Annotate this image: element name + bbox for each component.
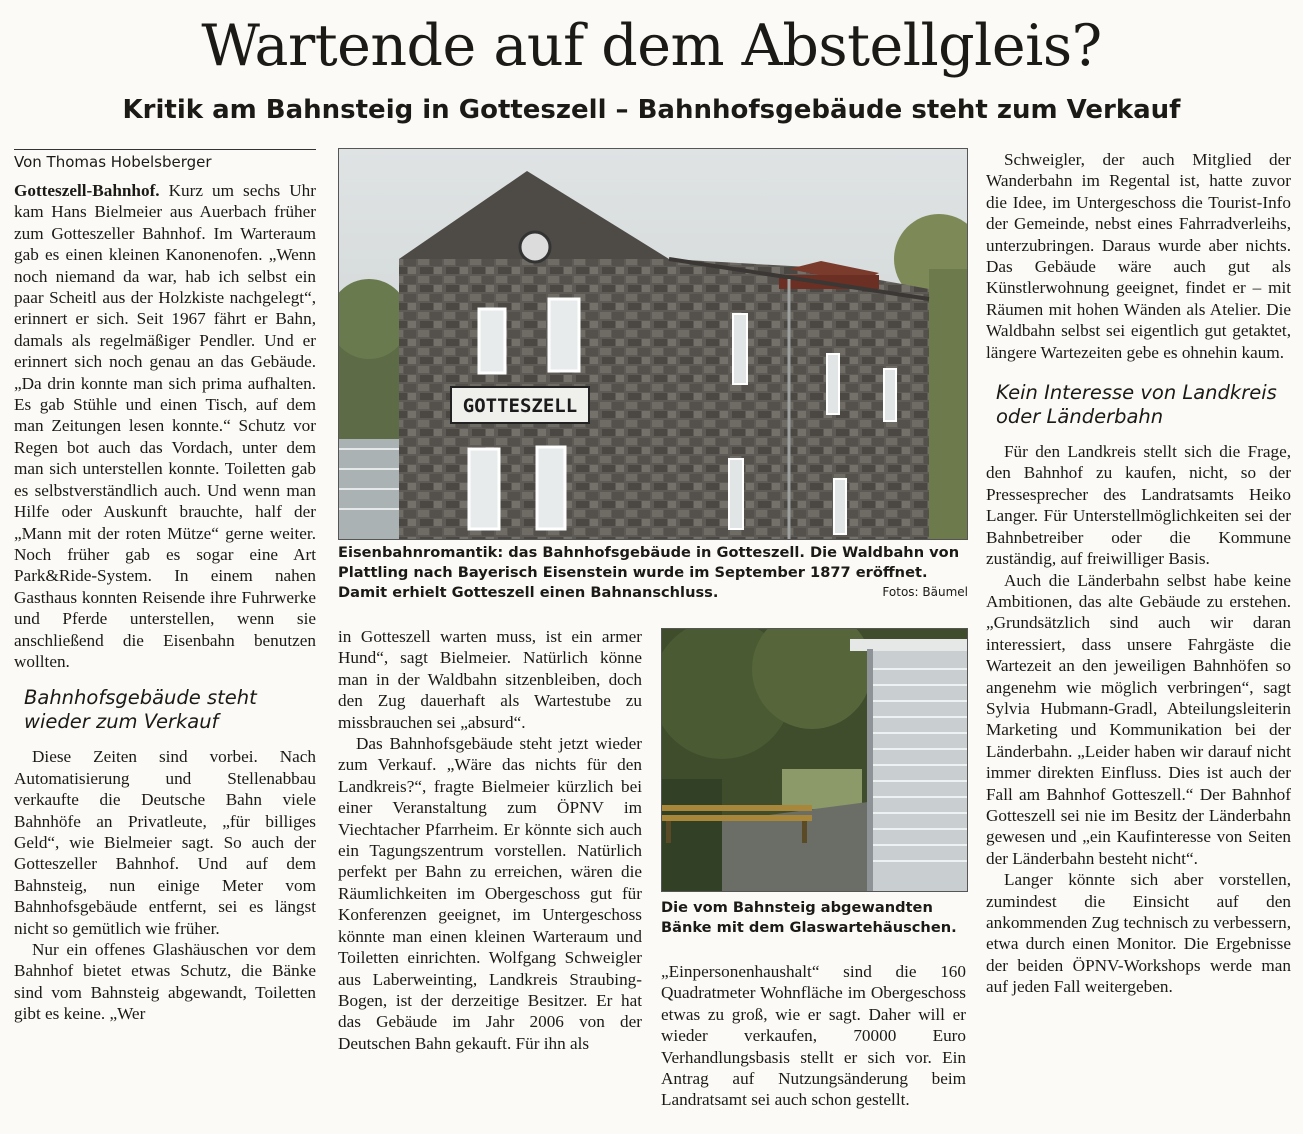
photo-credit: Fotos: Bäumel [882,585,968,599]
photo1-caption-block [338,543,968,599]
column-3 [661,961,966,1111]
paragraph: Für den Landkreis stellt sich die Frage, den Bahnhof zu kaufen, nicht, so der Pressesprecher des Landratsamts Heiko Langer. Für Unterstellmöglichkeiten sei der Bahnbetreiber oder die Kommune zuständig, auf freiwilliger Basis. [986,442,1291,569]
paragraph [14,180,316,672]
paragraph: in Gotteszell warten muss, ist ein armer Hund“, sagt Bielmeier. Natürlich könne man in der Waldbahn sitzenbleiben, doch den Zug dauerhaft als Wartestube zu missbrauchen sei „absurd“. [338,627,642,732]
paragraph: Langer könnte sich aber vorstellen, zumindest die Einsicht auf den ankommenden Zug technisch zu verbessern, etwa durch einen Monitor. Die Ergebnisse der beiden ÖPNV-Workshops werde man auf jeden Fall weitergeben. [986,870,1291,997]
column-4 [986,149,1291,998]
paragraph-text: Kurz um sechs Uhr kam Hans Bielmeier aus Auerbach früher zum Gotteszeller Bahnhof. Im Warteraum gab es einen kleinen Kanonenofen. „Wenn noch niemand da war, hab ich selbst ein paar Scheitl aus der Holzkiste nachgelegt“, erinnert er sich. Seit 1967 fährt er Bahn, damals als regelmäßiger Pendler. Und er erinnert sich noch genau an das Gebäude. „Da drin konnte man sich prima aufhalten. Es gab Stühle und einen Tisch, auf dem man Zeitungen lesen konnte.“ Schutz vor Regen bot auch das Vordach, unter dem man sich unterstellen konnte. Toiletten gab es selbstverständlich auch. Und wenn man Hilfe oder Auskunft brauchte, half der „Mann mit der roten Mütze“ gerne weiter. Noch früher gab es sogar eine Art Park&Ride-System. In einem nahen Gasthaus konnten Reisende ihre Fuhrwerke und Pferde unterstellen, wenn sie anschließend die Eisenbahn benutzen wollten. [14,181,316,671]
subheading: Bahnhofsgebäude steht wieder zum Verkauf [24,686,257,734]
subheadline: Kritik am Bahnsteig in Gotteszell – Bahnhofsgebäude steht zum Verkauf [122,95,1181,125]
bench-shelter-image [662,629,967,891]
station-sign-text: GOTTESZELL [462,395,578,417]
headline: Wartende auf dem Abstellgleis? [201,13,1102,79]
bench-shelter-photo [661,628,968,892]
station-building-image [339,149,967,539]
station-building-photo [338,148,968,540]
photo2-caption: Die vom Bahnsteig abgewandten Bänke mit dem Glaswartehäuschen. [661,899,957,936]
paragraph: Schweigler, der auch Mitglied der Wanderbahn im Regental ist, hatte zuvor die Idee, im Untergeschoss die Tourist-Info der Gemeinde, nebst eines Fahrradverleihs, unterzubringen. Daraus wurde aber nichts. Das Gebäude wäre auch gut als Künstlerwohnung geeignet, findet er – mit Räumen mit hohen Wänden als Atelier. Die Waldbahn selbst sei eigentlich gut getaktet, längere Wartezeiten gebe es ohnehin kaum. [986,150,1291,362]
subheading: Kein Interesse von Landkreis oder Länderbahn [996,381,1277,429]
paragraph: Das Bahnhofsgebäude steht jetzt wieder zum Verkauf. „Wäre das nichts für den Landkreis?“, fragte Bielmeier kürzlich bei einer Veranstaltung zum ÖPNV im Viechtacher Pfarrheim. Er könnte sich auch ein Tagungszentrum vorstellen. Natürlich perfekt per Bahn zu erreichen, wären die Räumlichkeiten im Obergeschoss gut für Konferenzen geeignet, im Untergeschoss könnte man einen kleinen Warteraum und Toiletten einrichten. Wolfgang Schweigler aus Laberweinting, Landkreis Straubing-Bogen, ist der derzeitige Besitzer. Er hat das Gebäude im Jahr 2006 von der Deutschen Bahn gekauft. Für ihn als [338,734,642,1053]
paragraph: Nur ein offenes Glashäuschen vor dem Bahnhof bietet etwas Schutz, die Bänke sind vom Bahnsteig abgewandt, Toiletten gibt es keine. „Wer [14,940,316,1024]
byline: Von Thomas Hobelsberger [14,149,316,172]
column-1 [14,149,316,1025]
dateline: Gotteszell-Bahnhof. [14,181,160,200]
photo1-caption: Eisenbahnromantik: das Bahnhofsgebäude in Gotteszell. Die Waldbahn von Plattling nach Bayerisch Eisenstein wurde im September 1877 eröffnet. Damit erhielt Gotteszell einen Bahnanschluss. [338,544,960,601]
paragraph: Diese Zeiten sind vorbei. Nach Automatisierung und Stellenabbau verkaufte die Deutsche Bahn viele Bahnhöfe an Privatleute, „für billiges Geld“, wie Bielmeier sagt. So auch der Gotteszeller Bahnhof. Und auf dem Bahnsteig, nun einige Meter vom Bahnhofsgebäude entfernt, sei es längst nicht so gemütlich wie früher. [14,747,316,938]
column-2 [338,626,642,1054]
paragraph: Auch die Länderbahn selbst habe keine Ambitionen, das alte Gebäude zu erstehen. „Grundsätzlich sind auch wir daran interessiert, dass unsere Fahrgäste die Wartezeit an den jeweiligen Bahnhöfen so angenehm wie möglich verbringen“, sagt Sylvia Hubmann-Gradl, Abteilungsleiterin Marketing und Kommunikation bei der Länderbahn. „Leider haben wir darauf nicht immer direkten Einfluss. Dies ist auch der Fall am Bahnhof Gotteszell.“ Der Bahnhof Gotteszell sei nie im Besitz der Länderbahn gewesen und „ein Kaufinteresse von Seiten der Länderbahn besteht nicht“. [986,570,1291,868]
paragraph: „Einpersonenhaushalt“ sind die 160 Quadratmeter Wohnfläche im Obergeschoss etwas zu groß, wie er sagt. Daher will er wieder verkaufen, 70000 Euro Verhandlungsbasis stellt er sich vor. Ein Antrag auf Nutzungsänderung beim Landratsamt sei auch schon gestellt. [661,962,966,1110]
